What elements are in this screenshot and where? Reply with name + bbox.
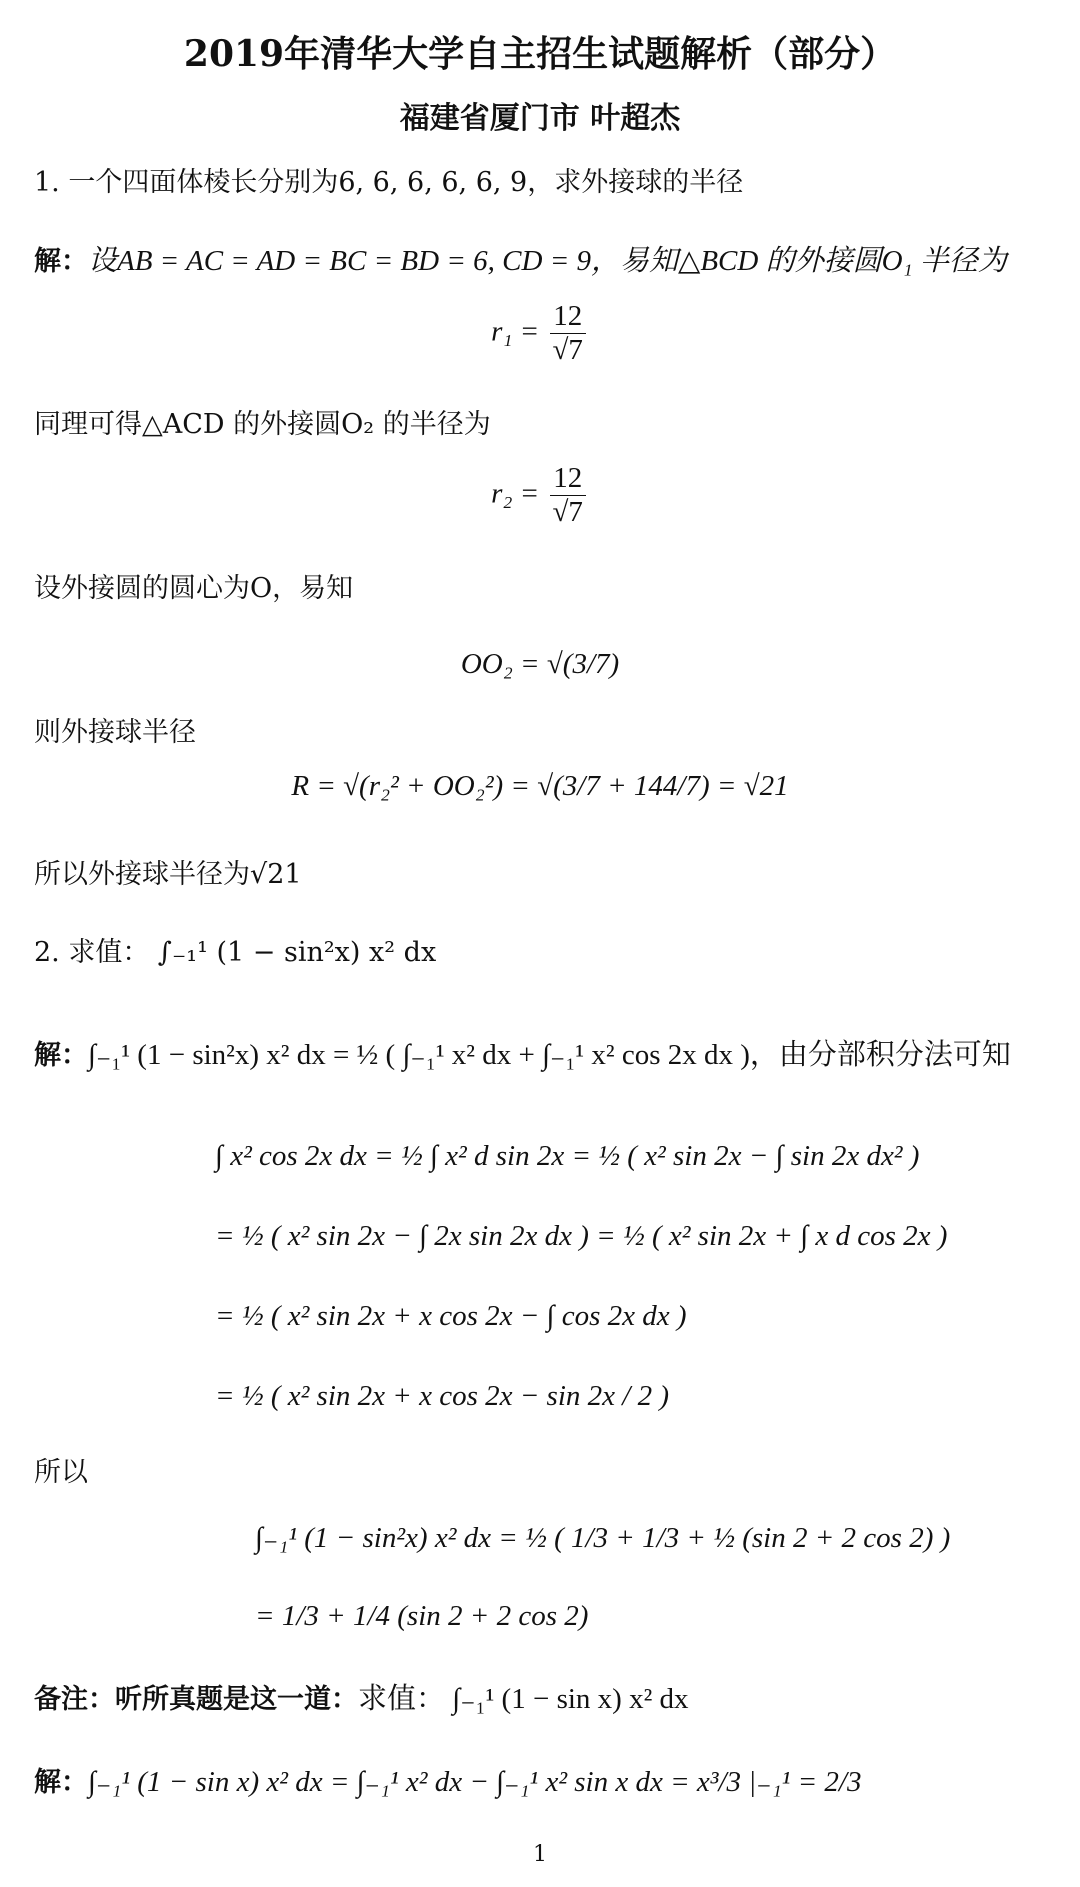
r2-fraction	[550, 462, 586, 530]
r2-lhs: r₂ =	[491, 477, 540, 510]
problem-2-question: 2. 求值： ∫₋₁¹ (1 − sin²x) x² dx	[34, 937, 437, 968]
ibp-step-3: = ½ ( x² sin 2x + x cos 2x − ∫ cos 2x dx )	[215, 1300, 687, 1332]
r1-fraction	[550, 300, 586, 368]
r2-numerator: 12	[553, 462, 583, 494]
solution-label: 解：	[34, 1040, 88, 1071]
problem-1-question: 1. 一个四面体棱长分别为6, 6, 6, 6, 6, 9，求外接球的半径	[34, 167, 744, 198]
problem-2-solution	[34, 1032, 1011, 1073]
author-line: 福建省厦门市 叶超杰	[399, 101, 681, 136]
ibp-step-2: = ½ ( x² sin 2x − ∫ 2x sin 2x dx ) = ½ ( x² sin 2x + ∫ x d cos 2x )	[215, 1220, 948, 1252]
solution-label: 解：	[34, 246, 88, 277]
note-text: 求值： ∫₋₁¹ (1 − sin x) x² dx	[358, 1683, 689, 1715]
R-equation: R = √(r₂² + OO₂²) = √(3/7 + 144/7) = √21	[291, 770, 789, 802]
result-line-2: = 1/3 + 1/4 (sin 2 + 2 cos 2)	[255, 1600, 589, 1632]
solution-text: ∫₋₁¹ (1 − sin²x) x² dx = ½ ( ∫₋₁¹ x² dx + ∫₋₁¹ x² cos 2x dx )，由分部积分法可知	[88, 1039, 1011, 1071]
note-solution-text: ∫₋₁¹ (1 − sin x) x² dx = ∫₋₁¹ x² dx − ∫₋₁¹ x² sin x dx = x³/3 |₋₁¹ = 2/3	[88, 1766, 862, 1798]
r1-lhs: r₁ =	[491, 315, 540, 348]
page-number: 1	[533, 1842, 547, 1867]
r2-equation	[0, 462, 1080, 530]
problem-1-line3: 设外接圆的圆心为O，易知	[34, 573, 354, 604]
oo2-equation: OO₂ = √(3/7)	[460, 648, 620, 680]
so-label: 所以	[34, 1457, 88, 1488]
problem-1-solution	[34, 238, 1007, 279]
result-line-1: ∫₋₁¹ (1 − sin²x) x² dx = ½ ( 1/3 + 1/3 + ½ (sin 2 + 2 cos 2) )	[255, 1522, 951, 1554]
ibp-step-4: = ½ ( x² sin 2x + x cos 2x − sin 2x / 2 )	[215, 1380, 669, 1412]
note-label: 备注：听所真题是这一道：	[34, 1684, 358, 1715]
problem-1-line4: 则外接球半径	[34, 717, 196, 748]
problem-1-line2: 同理可得△ACD 的外接圆O₂ 的半径为	[34, 409, 491, 440]
r1-equation	[0, 300, 1080, 368]
note-solution	[34, 1760, 861, 1799]
problem-1-conclusion: 所以外接球半径为√21	[34, 859, 302, 890]
ibp-step-1: ∫ x² cos 2x dx = ½ ∫ x² d sin 2x = ½ ( x² sin 2x − ∫ sin 2x dx² )	[215, 1140, 920, 1172]
r2-denominator: √7	[550, 495, 586, 529]
solution-label: 解：	[34, 1767, 88, 1798]
page-title: 2019年清华大学自主招生试题解析（部分）	[183, 33, 897, 75]
r1-numerator: 12	[553, 300, 583, 332]
note-line	[34, 1676, 689, 1717]
r1-denominator: √7	[550, 333, 586, 367]
solution-text: 设AB = AC = AD = BC = BD = 6, CD = 9，易知△BCD 的外接圆O₁ 半径为	[88, 245, 1007, 277]
